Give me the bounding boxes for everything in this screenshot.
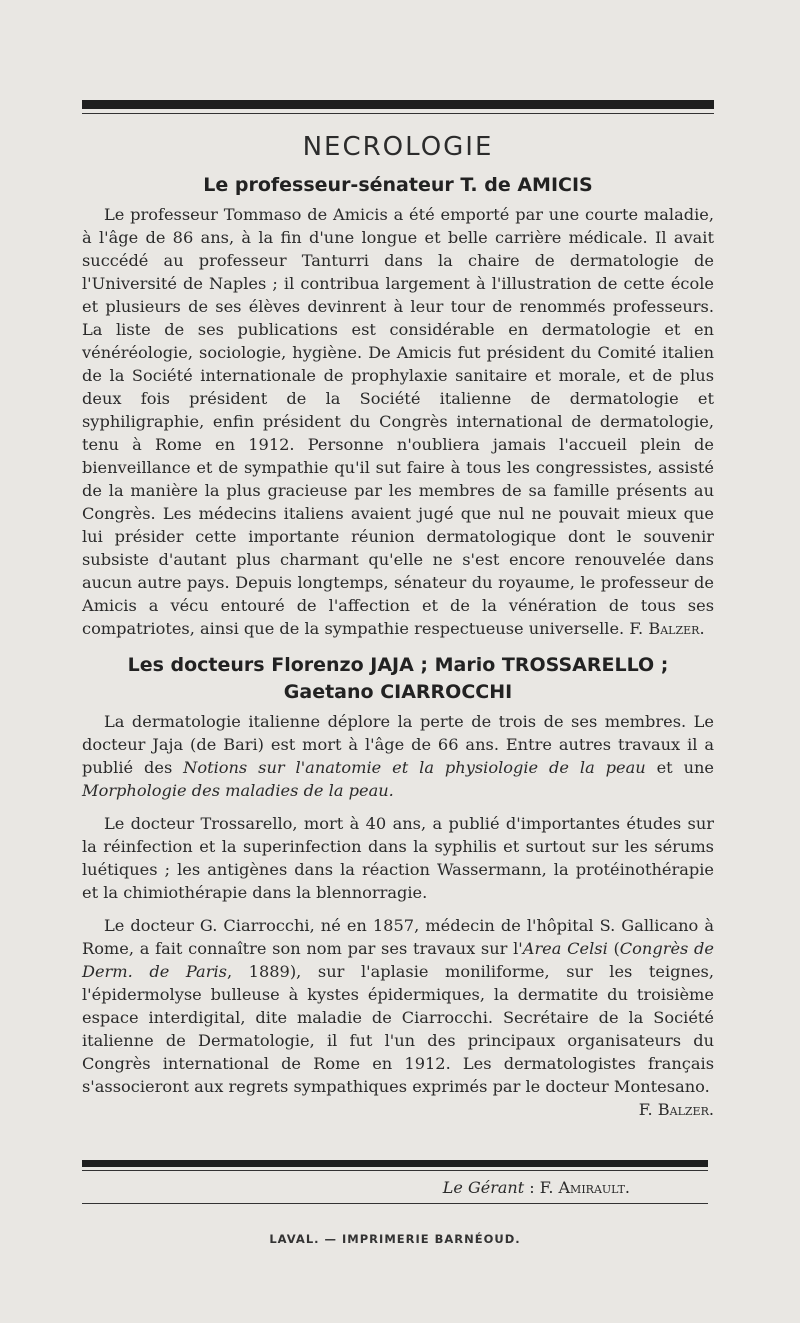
gerant-line bbox=[82, 1178, 630, 1197]
section1-text: Le professeur Tommaso de Amicis a été emporté par une courte maladie, à l'âge de 86 ans, à la fin d'une longue et belle carrière médicale. Il avait succédé au professeur Tanturri dans la chaire de dermatologie de l'Université de Naples ; il contribua largement à l'illustration de cette école et plusieurs de ses élèves devinrent à leur tour de renommés professeurs. La liste de ses publications est considérable en dermatologie et en vénéréologie, sociologie, hygiène. De Amicis fut président du Comité italien de la Société internationale de prophylaxie sanitaire et morale, et de plus deux fois président de la Société italienne de dermatologie et syphiligraphie, enfin président du Congrès international de dermatologie, tenu à Rome en 1912. Personne n'oubliera jamais l'accueil plein de bienveillance et de sympathie qu'il sut faire à tous les congressistes, assisté de la manière la plus gracieuse par les membres de sa famille présents au Congrès. Les médecins italiens avaient jugé que nul ne pouvait mieux que lui présider cette importante réunion dermatologique dont le souvenir subsiste d'autant plus charmant qu'elle ne s'est encore renouvelée dans aucun autre pays. Depuis longtemps, sénateur du royaume, le professeur de Amicis a vécu entouré de l'affection et de la vénération de tous ses compatriotes, ainsi que de la sympathie respectueuse universelle. bbox=[82, 205, 714, 638]
ciarrocchi-text-start: Le docteur G. Ciarrocchi, né en 1857, médecin de l'hôpital S. Gallicano à Rome, a fait connaître son nom par ses travaux sur l' bbox=[82, 916, 714, 958]
section2-paragraph-ciarrocchi bbox=[82, 914, 715, 1119]
gerant-label: Le Gérant bbox=[442, 1178, 525, 1197]
ciarrocchi-work-2: Congrès de Derm. de Paris bbox=[82, 939, 714, 981]
page-content bbox=[82, 100, 714, 1121]
jaja-text-mid: et une bbox=[645, 758, 715, 777]
ciarrocchi-text-rest: , 1889), sur l'aplasie moniliforme, sur les teignes, l'épidermolyse bulleuse à kystes épidermiques, la dermatite du troisième espace interdigital, dite maladie de Ciarrocchi. Secrétaire de la Société italienne de Dermatologie, il fut l'un des principaux organisateurs du Congrès international de Rome en 1912. Les dermatologistes français s'associeront aux regrets sympathiques exprimés par le docteur Montesano. bbox=[82, 962, 715, 1096]
ciarrocchi-work-1: Area Celsi bbox=[522, 939, 608, 958]
section1-signature: F. Balzer. bbox=[629, 619, 705, 638]
footer-rules bbox=[82, 1160, 708, 1171]
jaja-work-1: Notions sur l'anatomie et la physiologie de la peau bbox=[183, 758, 646, 777]
section2-paragraph-trossarello: Le docteur Trossarello, mort à 40 ans, a publié d'importantes études sur la réinfection et la superinfection dans la syphilis et surtout sur les sérums luétiques ; les antigènes dans la réaction Wassermann, la protéinothérapie et la chimiothérapie dans la blennorragie. bbox=[82, 814, 714, 902]
jaja-work-2: Morphologie des maladies de la peau. bbox=[82, 781, 394, 800]
header-rule-thick bbox=[82, 100, 714, 109]
section1-body bbox=[82, 203, 714, 640]
section2-heading-line2: Gaetano CIARROCCHI bbox=[283, 681, 513, 703]
ciarrocchi-text-mid: ( bbox=[607, 939, 620, 958]
section1-heading: Le professeur-sénateur T. de AMICIS bbox=[203, 174, 593, 196]
section2-signature: F. Balzer. bbox=[638, 1100, 714, 1119]
gerant-name: F. Amirault. bbox=[539, 1178, 630, 1197]
footer-rule-thick bbox=[82, 1160, 708, 1167]
header-rule-thin bbox=[82, 113, 714, 114]
gerant-rule bbox=[82, 1203, 708, 1204]
page-title: NECROLOGIE bbox=[302, 132, 494, 162]
imprint: LAVAL. — IMPRIMERIE BARNÉOUD. bbox=[269, 1232, 521, 1246]
footer-rule-thin bbox=[82, 1170, 708, 1171]
section2-paragraph-jaja bbox=[82, 710, 714, 802]
section2-heading bbox=[82, 652, 714, 706]
section2-heading-line1: Les docteurs Florenzo JAJA ; Mario TROSSARELLO ; bbox=[127, 654, 669, 676]
jaja-text-start: La dermatologie italienne déplore la perte de trois de ses membres. Le docteur Jaja (de Bari) est mort à l'âge de 66 ans. Entre autres travaux il a publié des bbox=[82, 712, 714, 777]
gerant-separator: : bbox=[524, 1178, 540, 1197]
